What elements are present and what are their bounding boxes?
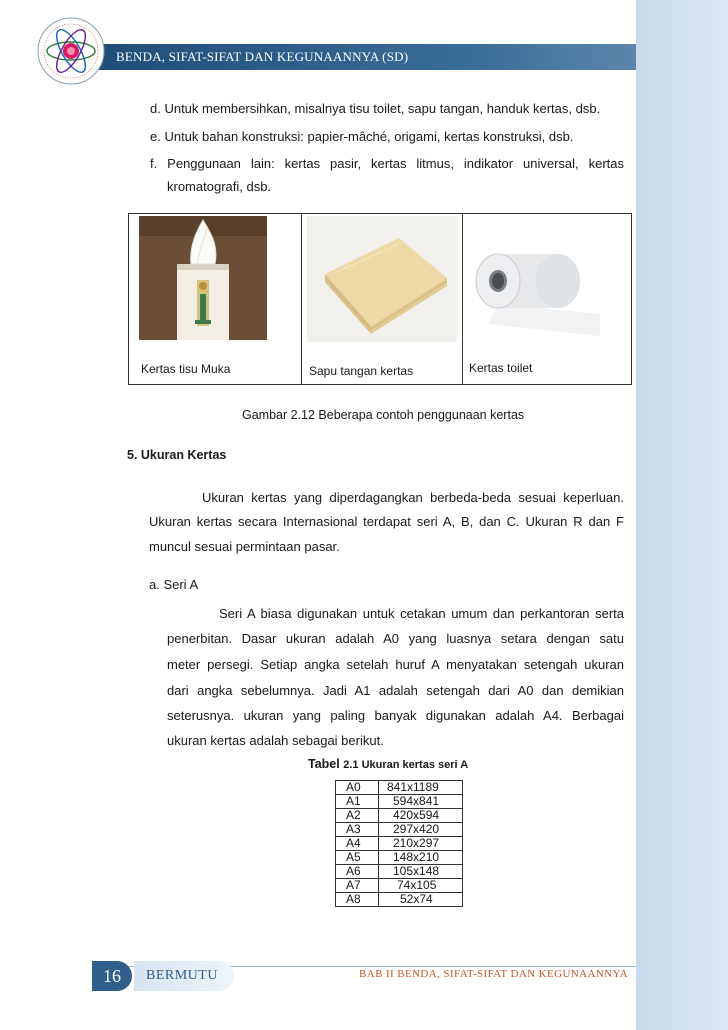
table-row [336,837,463,851]
section-heading: 5. Ukuran Kertas [127,448,227,462]
size-value: 420x594 [379,809,463,823]
list-item-d: d. Untuk membersihkan, misalnya tisu toilet, sapu tangan, handuk kertas, dsb. [150,101,601,116]
size-name: A1 [336,795,379,809]
page-header-bar [92,44,636,70]
size-name: A5 [336,851,379,865]
size-value: 52x74 [379,893,463,907]
table-row [336,893,463,907]
size-name: A8 [336,893,379,907]
caption-napkin: Sapu tangan kertas [309,364,414,378]
page-side-strip [636,0,728,1030]
size-value: 105x148 [379,865,463,879]
caption-tissue: Kertas tisu Muka [141,362,231,376]
figure-title: Gambar 2.12 Beberapa contoh penggunaan kertas [242,408,525,422]
chapter-title: BAB II BENDA, SIFAT-SIFAT DAN KEGUNAANNYA [358,968,628,980]
figure-cell-tissue [129,214,302,384]
seri-a-line5: seterusnya. ukuran yang paling banyak digunakan adalah A4. Berbagai [167,708,624,723]
table-row [336,879,463,893]
size-value: 594x841 [379,795,463,809]
paper-size-table [335,780,463,907]
figure-cell-toilet-paper [462,214,631,384]
size-name: A0 [336,781,379,795]
seri-a-line2: penerbitan. Dasar ukuran adalah A0 yang luasnya setara dengan satu [167,631,624,646]
list-item-e: e. Untuk bahan konstruksi: papier-mâché, origami, kertas konstruksi, dsb. [150,129,574,144]
size-value: 297x420 [379,823,463,837]
size-name: A3 [336,823,379,837]
size-value: 210x297 [379,837,463,851]
seri-a-line1: Seri A biasa digunakan untuk cetakan umum dan perkantoran serta [219,606,624,621]
section-para-line2: Ukuran kertas secara Internasional terdapat seri A, B, dan C. Ukuran R dan F [149,514,624,529]
atom-logo-icon [34,14,108,88]
caption-toilet-paper: Kertas toilet [469,361,533,375]
list-item-f-line1: f. Penggunaan lain: kertas pasir, kertas litmus, indikator universal, kertas [150,156,624,171]
section-para-line1: Ukuran kertas yang diperdagangkan berbeda-beda sesuai keperluan. [202,490,624,505]
table-row [336,781,463,795]
subsection-heading: a. Seri A [149,577,199,592]
table-row [336,865,463,879]
size-name: A4 [336,837,379,851]
size-value: 74x105 [379,879,463,893]
tissue-box-image [139,216,267,340]
size-name: A2 [336,809,379,823]
size-value: 841x1189 [379,781,463,795]
table-row [336,851,463,865]
seri-a-line3: meter persegi. Setiap angka setelah huruf A menyatakan setengah ukuran [167,657,624,672]
list-item-f-line2: kromatografi, dsb. [167,179,272,194]
size-value: 148x210 [379,851,463,865]
table-row [336,823,463,837]
figure-cell-napkin [301,214,463,384]
table-row [336,795,463,809]
figure-photo-table [128,213,632,385]
seri-a-line6: ukuran kertas adalah sebagai berikut. [167,733,384,748]
page-number: 16 [92,961,132,991]
table-caption [308,756,468,774]
size-name: A7 [336,879,379,893]
series-label: BERMUTU [134,961,234,991]
table-caption-label: Tabel [308,757,340,771]
table-caption-text: 2.1 Ukuran kertas seri A [343,759,469,771]
table-row [336,809,463,823]
toilet-paper-image [468,218,604,338]
header-title: BENDA, SIFAT-SIFAT DAN KEGUNAANNYA (SD) [116,49,409,64]
seri-a-line4: dari angka sebelumnya. Jadi A1 adalah setengah dari A0 dan demikian [167,683,624,698]
section-para-line3: muncul sesuai permintaan pasar. [149,539,340,554]
size-name: A6 [336,865,379,879]
napkin-stack-image [307,216,457,342]
